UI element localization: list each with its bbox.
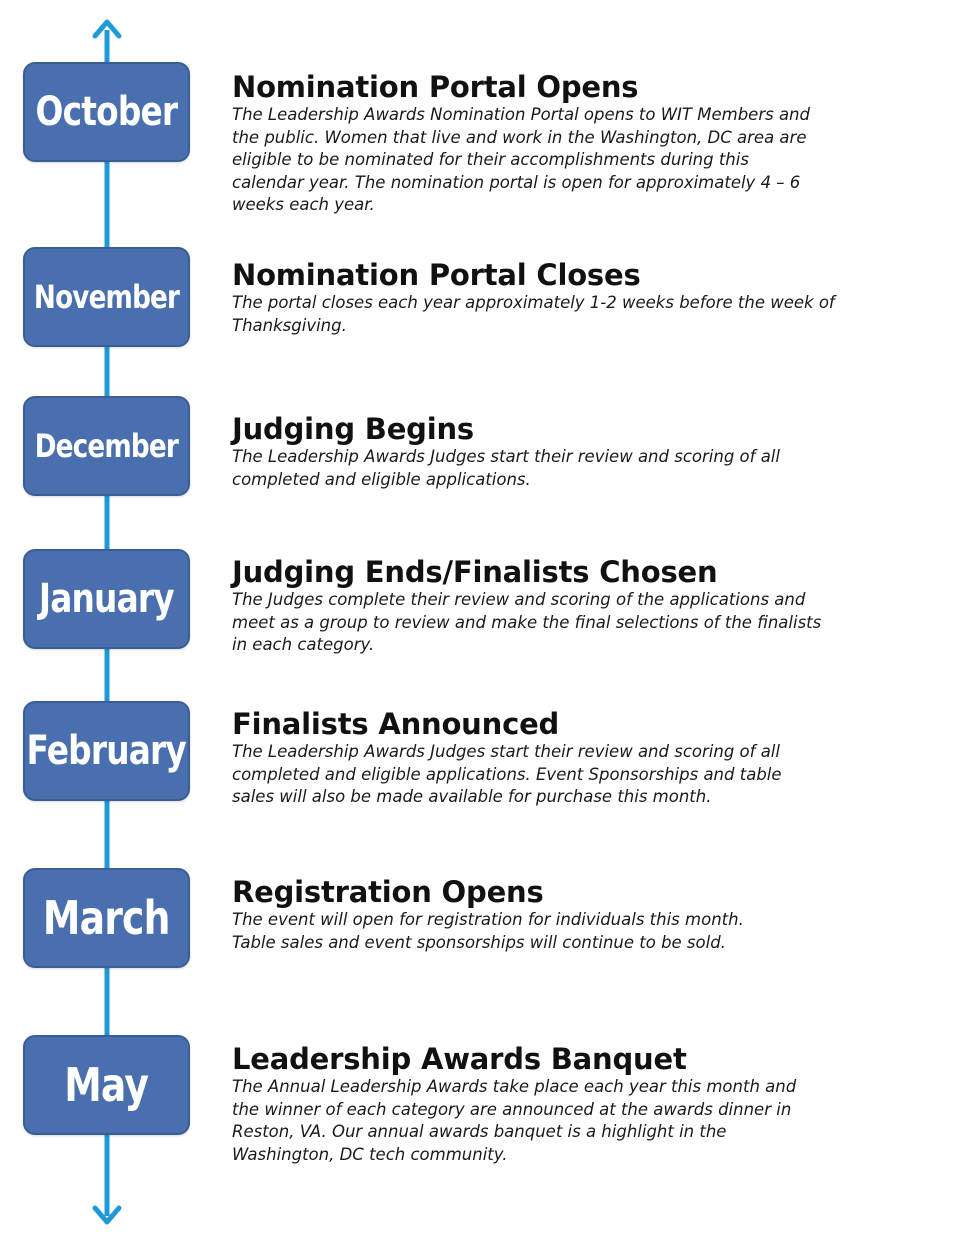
- month-box-january: [23, 549, 190, 649]
- month-box-december: [23, 396, 190, 496]
- entry-description: The Annual Leadership Awards take place each year this month and the winner of each category are announced at the awards dinner in Reston, VA. Our annual awards banquet is a highlight in the Washington, DC tech community.: [232, 1077, 797, 1164]
- entry-title: Leadership Awards Banquet: [232, 1042, 687, 1076]
- month-box-october: [23, 62, 190, 162]
- month-box-may: [23, 1035, 190, 1135]
- timeline-entry-january: [232, 555, 922, 657]
- month-box-november: [23, 247, 190, 347]
- entry-title: Finalists Announced: [232, 707, 560, 741]
- timeline-entry-march: [232, 875, 922, 954]
- entry-title: Judging Begins: [232, 412, 474, 446]
- month-label: May: [64, 1058, 149, 1112]
- entry-title: Registration Opens: [232, 875, 544, 909]
- month-box-february: [23, 701, 190, 801]
- timeline-entry-november: [232, 258, 922, 337]
- entry-description: The Leadership Awards Judges start their review and scoring of all completed and eligible applications. Event Sponsorships and table sales will also be made available for purchase this month.: [232, 742, 782, 806]
- month-label: March: [43, 891, 170, 945]
- entry-description: The portal closes each year approximately 1-2 weeks before the week of Thanksgiving.: [232, 293, 835, 335]
- month-label: February: [26, 728, 187, 774]
- entry-description: The Leadership Awards Judges start their review and scoring of all completed and eligible applications.: [232, 447, 780, 489]
- timeline-entry-december: [232, 412, 922, 491]
- month-label: October: [35, 89, 178, 135]
- timeline-entry-february: [232, 707, 922, 809]
- month-label: November: [33, 278, 180, 316]
- entry-description: The event will open for registration for individuals this month. Table sales and event sponsorships will continue to be sold.: [232, 910, 744, 952]
- entry-title: Nomination Portal Opens: [232, 70, 639, 104]
- month-label: December: [34, 427, 179, 465]
- month-box-march: [23, 868, 190, 968]
- timeline-entry-may: [232, 1042, 922, 1166]
- month-label: January: [39, 576, 174, 622]
- timeline-entry-october: [232, 70, 922, 217]
- entry-title: Nomination Portal Closes: [232, 258, 641, 292]
- entry-description: The Judges complete their review and scoring of the applications and meet as a group to review and make the final selections of the finalists in each category.: [232, 590, 822, 654]
- entry-description: The Leadership Awards Nomination Portal opens to WIT Members and the public. Women that live and work in the Washington, DC area are eligible to be nominated for their accomplishments during this calendar year. The nomination portal is open for approximately 4 – 6 weeks each year.: [232, 105, 810, 214]
- entry-title: Judging Ends/Finalists Chosen: [232, 555, 718, 589]
